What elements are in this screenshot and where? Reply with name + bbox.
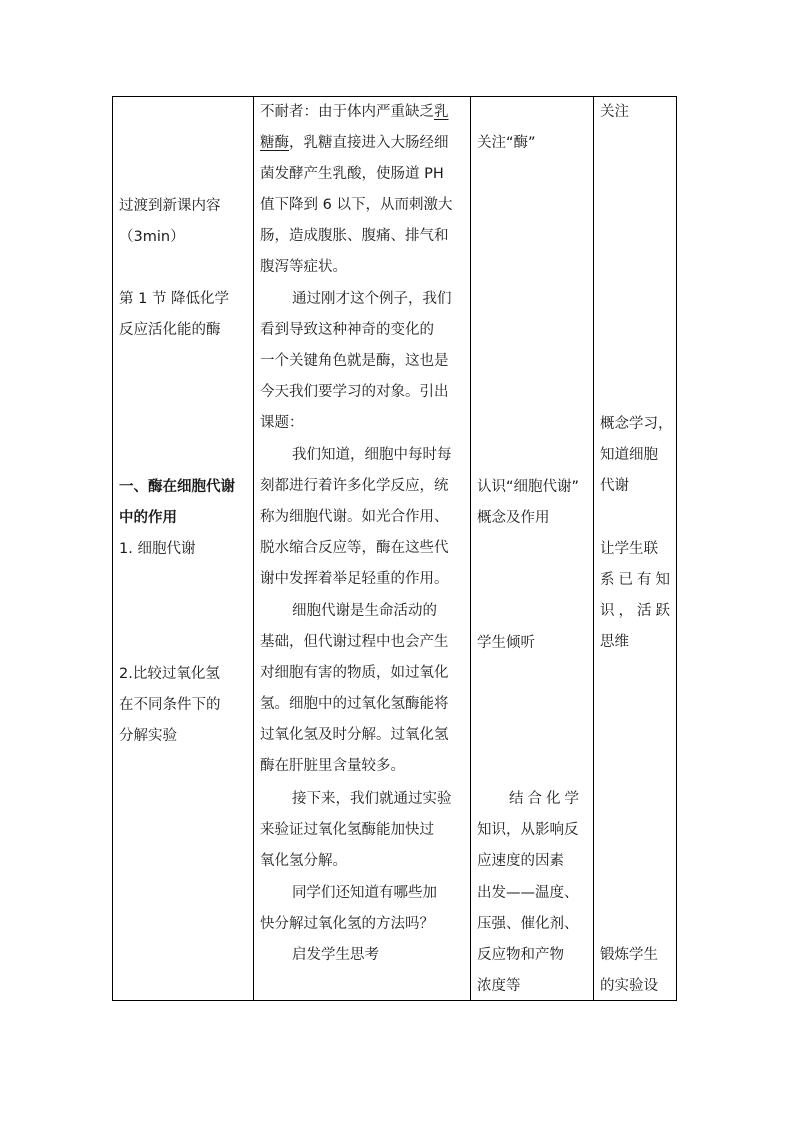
design-intent-column [594, 97, 678, 1000]
text-line: 快分解过氧化氢的方法吗？ [260, 916, 434, 932]
text-line: 来验证过氧化氢酶能加快过 [260, 822, 434, 838]
heading-line1: 一、酶在细胞代谢 [119, 479, 235, 495]
text-line: 概念学习， [600, 416, 673, 432]
text-line: 出发——温度、 [477, 885, 579, 901]
text-line: 基础，但代谢过程中也会产生 [260, 634, 449, 650]
transition-label: 过渡到新课内容 [119, 198, 221, 214]
text-line: 接下来，我们就通过实验 [292, 791, 452, 807]
section-title-line1: 第 1 节 降低化学 [119, 291, 230, 307]
transition-time: （3min） [119, 229, 185, 245]
text-line: 启发学生思考 [292, 947, 379, 963]
text-line: 让学生联 [600, 541, 658, 557]
text-line: 称为细胞代谢。如光合作用、 [260, 509, 449, 525]
section-title-line2: 反应活化能的酶 [119, 322, 221, 338]
text-line: 学生倾听 [477, 635, 535, 651]
text-line: 谢中发挥着举足轻重的作用。 [260, 571, 449, 587]
item-experiment-line1: 2.比较过氧化氢 [119, 666, 220, 682]
text-line: 识，活跃 [600, 603, 674, 619]
text-line: 脱水缩合反应等，酶在这些代 [260, 540, 449, 556]
text-line: 细胞代谢是生命活动的 [292, 603, 437, 619]
text-line: 不耐者：由于体内严重缺乏乳 [260, 104, 449, 120]
text-line: 知道细胞 [600, 447, 658, 463]
text-line: 关注“酶” [477, 135, 536, 151]
text-line: 的实验设 [600, 978, 658, 994]
item-cell-metabolism: 1. 细胞代谢 [119, 541, 196, 557]
text-line: 通过刚才这个例子，我们 [292, 291, 452, 307]
text-line: 应速度的因素 [477, 853, 564, 869]
text-line: 值下降到 6 以下，从而刺激大 [260, 197, 453, 213]
text-line: 肠，造成腹胀、腹痛、排气和 [260, 228, 449, 244]
text-line: 认识“细胞代谢” [477, 479, 580, 495]
text-line: 反应物和产物 [477, 947, 564, 963]
teacher-activity-column [254, 97, 470, 1000]
text-line: 糖酶，乳糖直接进入大肠经细 [260, 135, 449, 151]
text-line: 压强、催化剂、 [477, 916, 579, 932]
item-experiment-line2: 在不同条件下的 [119, 697, 221, 713]
text-line: 对细胞有害的物质，如过氧化 [260, 665, 449, 681]
heading-line2: 中的作用 [119, 510, 177, 526]
text-line: 系已有知 [600, 572, 674, 588]
text-line: 氧化氢分解。 [260, 853, 347, 869]
text-line: 锻炼学生 [600, 947, 658, 963]
text-line: 过氧化氢及时分解。过氧化氢 [260, 727, 449, 743]
text-line: 看到导致这种神奇的变化的 [260, 322, 434, 338]
text-line: 概念及作用 [477, 510, 550, 526]
text-line: 课题： [260, 415, 304, 431]
text-line: 结合化学 [509, 791, 583, 807]
text-line: 刻都进行着许多化学反应，统 [260, 478, 449, 494]
text-line: 代谢 [600, 478, 629, 494]
text-line: 菌发酵产生乳酸，使肠道 PH [260, 166, 444, 182]
text-line: 我们知道，细胞中每时每 [292, 447, 452, 463]
student-activity-column [471, 97, 593, 1000]
content-column [113, 97, 253, 1000]
lesson-plan-table [112, 96, 677, 1001]
text-line: 今天我们要学习的对象。引出 [260, 384, 449, 400]
text-line: 同学们还知道有哪些加 [292, 885, 437, 901]
text-line: 氢。细胞中的过氧化氢酶能将 [260, 696, 449, 712]
item-experiment-line3: 分解实验 [119, 728, 177, 744]
text-line: 思维 [600, 634, 629, 650]
text-line: 一个关键角色就是酶，这也是 [260, 353, 449, 369]
text-line: 关注 [600, 104, 629, 120]
text-line: 酶在肝脏里含量较多。 [260, 758, 405, 774]
text-line: 知识，从影响反 [477, 822, 579, 838]
text-line: 腹泻等症状。 [260, 259, 347, 275]
text-line: 浓度等 [477, 978, 521, 994]
